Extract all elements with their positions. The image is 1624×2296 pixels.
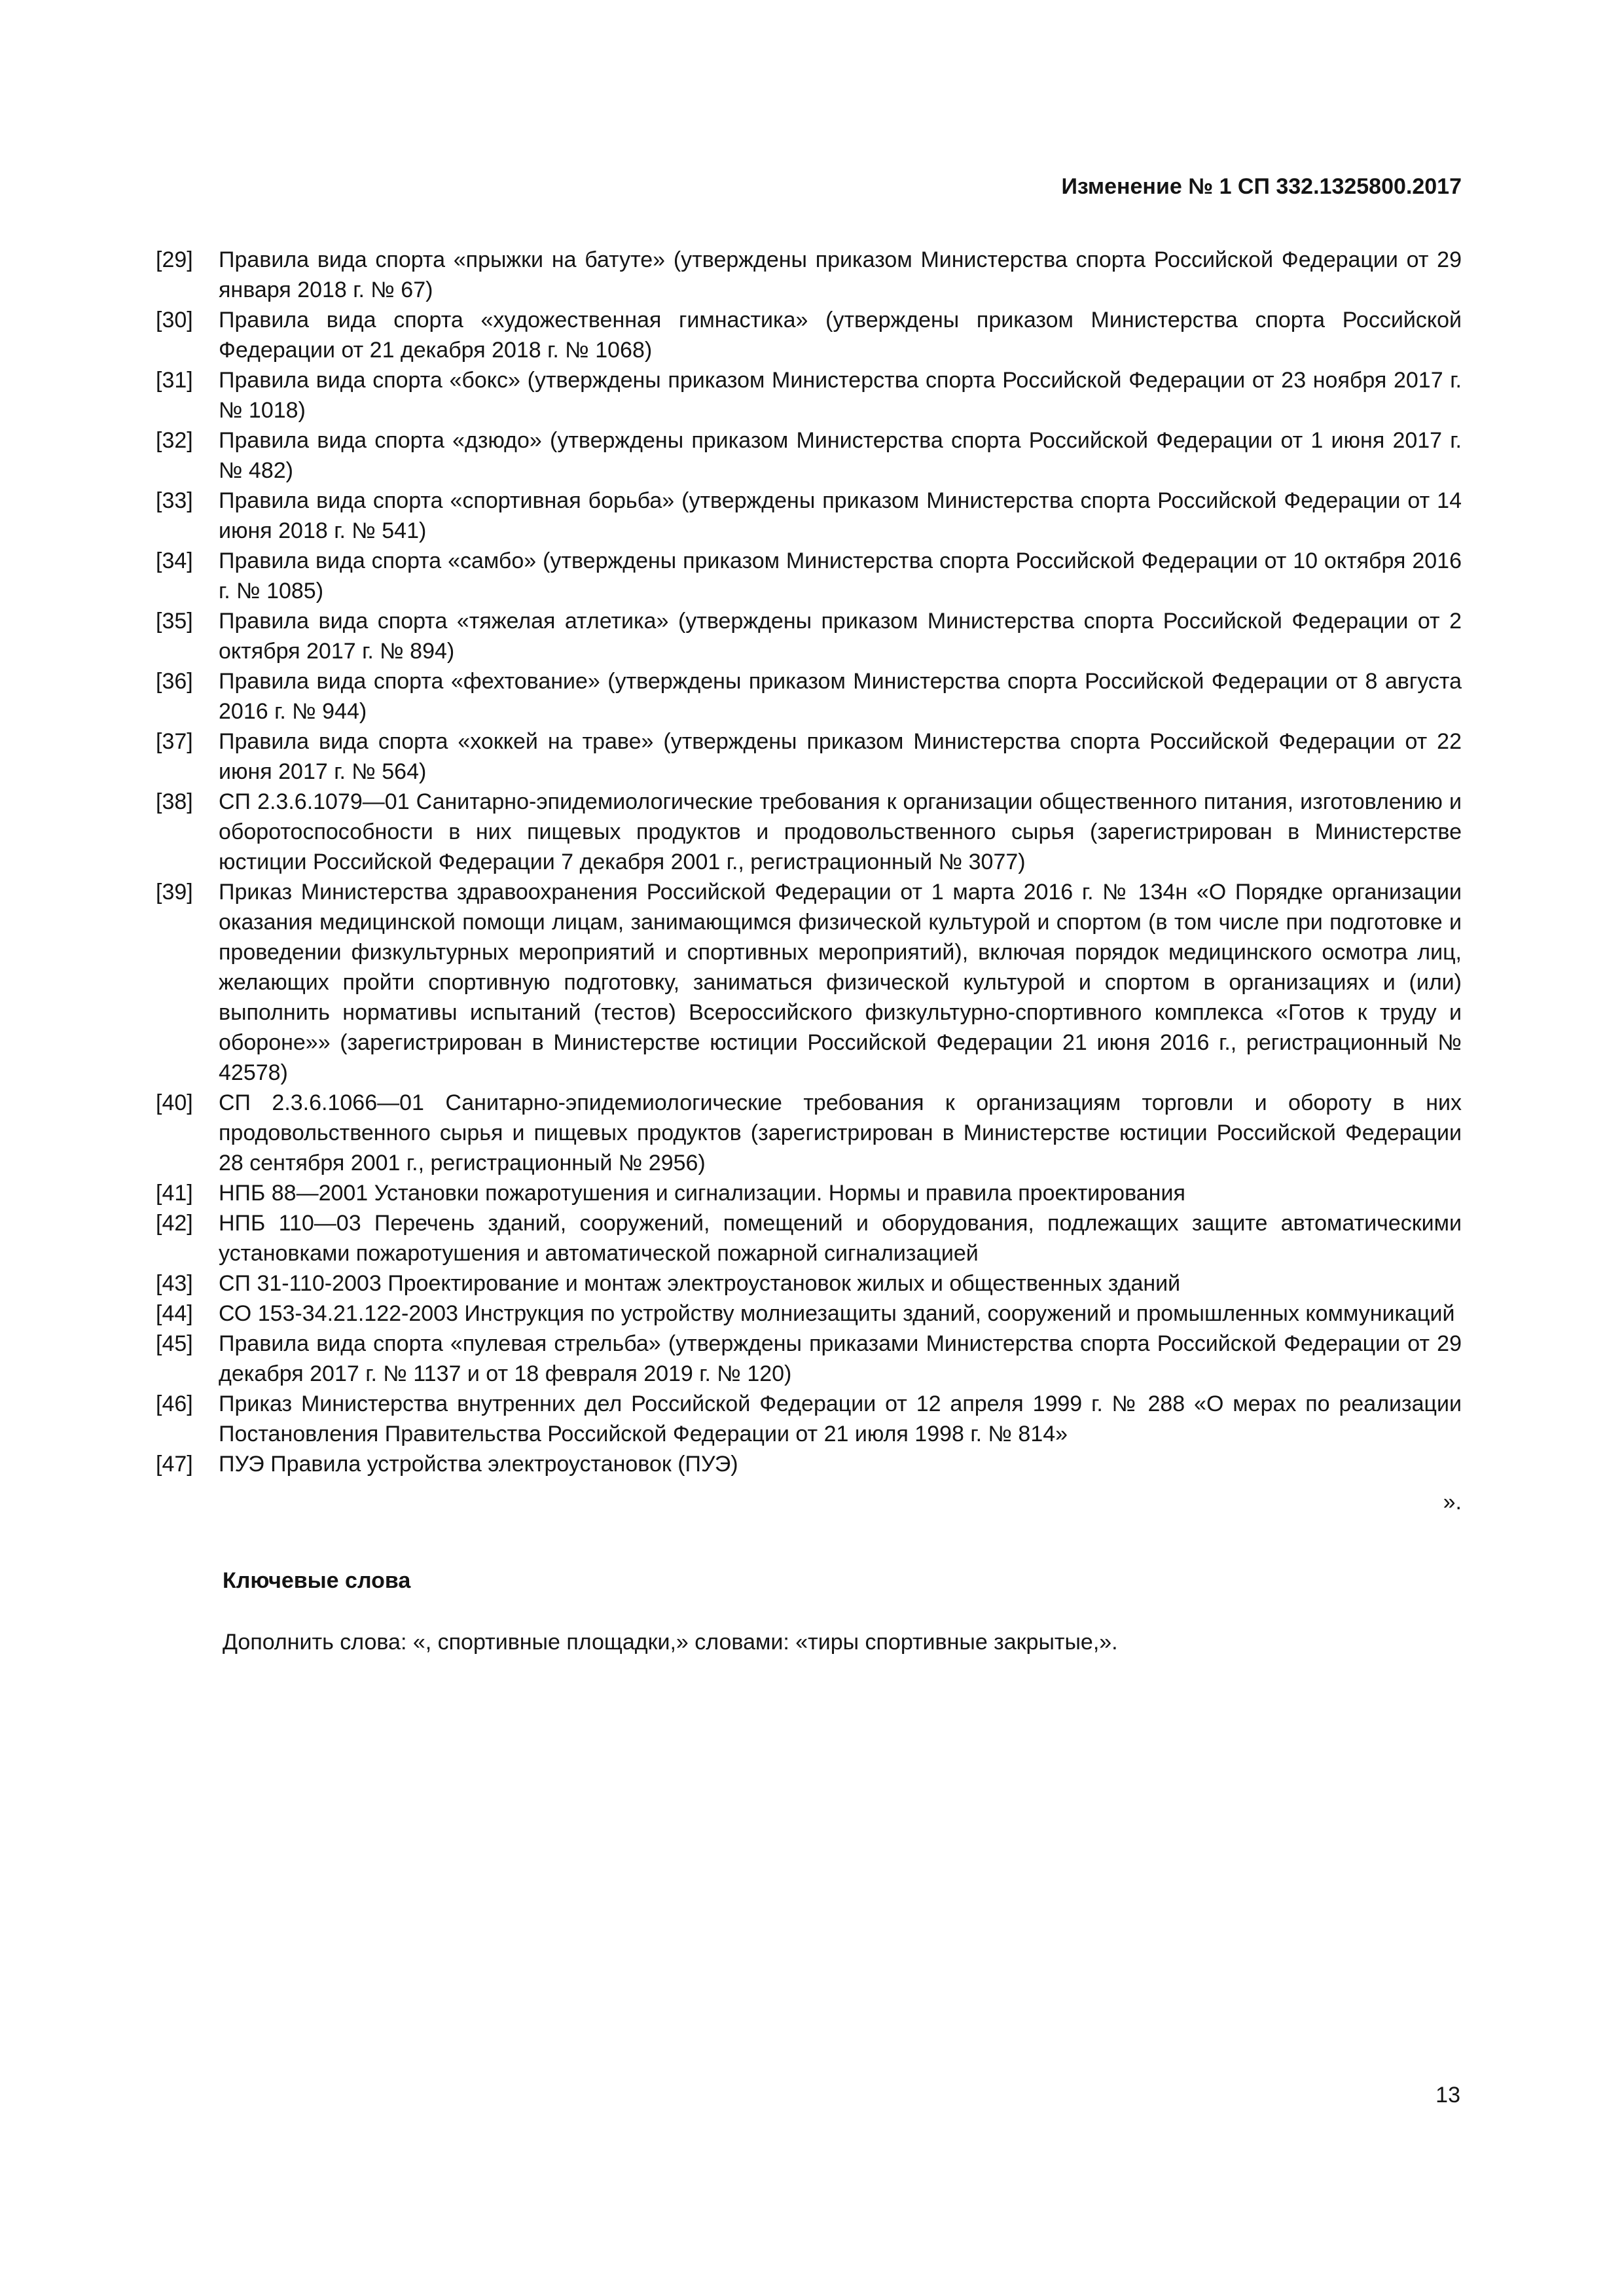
reference-text: Правила вида спорта «бокс» (утверждены приказом Министерства спорта Российской Федерации от 23 ноября 2017 г. № 1018) [219, 368, 1462, 423]
reference-item [156, 1299, 1462, 1329]
reference-number: [47] [156, 1452, 193, 1477]
reference-text: ПУЭ Правила устройства электроустановок (ПУЭ) [219, 1452, 738, 1477]
reference-number: [33] [156, 488, 193, 513]
reference-text: Правила вида спорта «художественная гимнастика» (утверждены приказом Министерства спорта Российской Федерации от 21 декабря 2018 г. № 1068) [219, 308, 1462, 363]
reference-number: [31] [156, 368, 193, 393]
reference-number: [38] [156, 789, 193, 814]
reference-number: [37] [156, 729, 193, 754]
reference-item [156, 1268, 1462, 1299]
reference-text: Правила вида спорта «пулевая стрельба» (утверждены приказами Министерства спорта Российской Федерации от 29 декабря 2017 г. № 1137 и от 18 февраля 2019 г. № 120) [219, 1331, 1462, 1386]
keywords-heading: Ключевые слова [223, 1568, 411, 1593]
keywords-body-text: Дополнить слова: «, спортивные площадки,» словами: «тиры спортивные закрытые,». [223, 1630, 1118, 1655]
closing-quote-mark: ». [1443, 1490, 1462, 1515]
reference-item [156, 1088, 1462, 1178]
reference-number: [34] [156, 548, 193, 573]
reference-number: [29] [156, 247, 193, 272]
reference-text: Правила вида спорта «дзюдо» (утверждены приказом Министерства спорта Российской Федерации от 1 июня 2017 г. № 482) [219, 428, 1462, 483]
reference-text: Приказ Министерства внутренних дел Российской Федерации от 12 апреля 1999 г. № 288 «О мерах по реализации Постановления Правительства Российской Федерации от 21 июля 1998 г. № 814» [219, 1391, 1462, 1446]
reference-item [156, 606, 1462, 666]
reference-text: Правила вида спорта «тяжелая атлетика» (утверждены приказом Министерства спорта Российской Федерации от 2 октября 2017 г. № 894) [219, 609, 1462, 664]
reference-text: СП 31-110-2003 Проектирование и монтаж электроустановок жилых и общественных зданий [219, 1271, 1181, 1296]
reference-item [156, 666, 1462, 726]
reference-item [156, 1329, 1462, 1389]
reference-number: [43] [156, 1271, 193, 1296]
reference-number: [40] [156, 1090, 193, 1115]
document-header-title: Изменение № 1 СП 332.1325800.2017 [1061, 174, 1462, 199]
reference-number: [41] [156, 1181, 193, 1206]
reference-number: [45] [156, 1331, 193, 1356]
reference-text: НПБ 110—03 Перечень зданий, сооружений, помещений и оборудования, подлежащих защите автоматическими установками пожаротушения и автоматической пожарной сигнализацией [219, 1211, 1462, 1266]
reference-item [156, 365, 1462, 425]
reference-item [156, 1178, 1462, 1208]
page-number: 13 [1435, 2083, 1460, 2108]
reference-list [156, 245, 1462, 1479]
page-content [156, 171, 1462, 1657]
reference-text: Правила вида спорта «прыжки на батуте» (утверждены приказом Министерства спорта Российской Федерации от 29 января 2018 г. № 67) [219, 247, 1462, 302]
reference-item [156, 1208, 1462, 1268]
reference-number: [46] [156, 1391, 193, 1416]
reference-text: НПБ 88—2001 Установки пожаротушения и сигнализации. Нормы и правила проектирования [219, 1181, 1185, 1206]
reference-item [156, 1449, 1462, 1479]
reference-number: [44] [156, 1301, 193, 1326]
reference-item [156, 726, 1462, 787]
reference-number: [32] [156, 428, 193, 453]
reference-item [156, 1389, 1462, 1449]
reference-item [156, 425, 1462, 486]
reference-item [156, 245, 1462, 305]
reference-text: Правила вида спорта «самбо» (утверждены приказом Министерства спорта Российской Федерации от 10 октября 2016 г. № 1085) [219, 548, 1462, 603]
reference-text: Приказ Министерства здравоохранения Российской Федерации от 1 марта 2016 г. № 134н «О Порядке организации оказания медицинской помощи лицам, занимающимся физической культурой и спортом (в том числе при подготовке и проведении физкультурных мероприятий и спортивных мероприятий), включая порядок медицинского осмотра лиц, желающих пройти спортивную подготовку, заниматься физической культурой и спортом в организациях и (или) выполнить нормативы испытаний (тестов) Всероссийского физкультурно-спортивного комплекса «Готов к труду и обороне»» (зарегистрирован в Министерстве юстиции Российской Федерации 21 июня 2016 г., регистрационный № 42578) [219, 880, 1462, 1085]
reference-number: [42] [156, 1211, 193, 1236]
reference-number: [30] [156, 308, 193, 332]
reference-number: [36] [156, 669, 193, 694]
reference-item [156, 486, 1462, 546]
reference-text: СП 2.3.6.1066—01 Санитарно-эпидемиологические требования к организациям торговли и обороту в них продовольственного сырья и пищевых продуктов (зарегистрирован в Министерстве юстиции Российской Федерации 28 сентября 2001 г., регистрационный № 2956) [219, 1090, 1462, 1175]
reference-number: [39] [156, 880, 193, 905]
reference-item [156, 787, 1462, 877]
reference-text: СО 153-34.21.122-2003 Инструкция по устройству молниезащиты зданий, сооружений и промышленных коммуникаций [219, 1301, 1455, 1326]
reference-number: [35] [156, 609, 193, 634]
reference-text: СП 2.3.6.1079—01 Санитарно-эпидемиологические требования к организации общественного питания, изготовлению и оборотоспособности в них пищевых продуктов и продовольственного сырья (зарегистрирован в Министерстве юстиции Российской Федерации 7 декабря 2001 г., регистрационный № 3077) [219, 789, 1462, 874]
reference-text: Правила вида спорта «спортивная борьба» (утверждены приказом Министерства спорта Российской Федерации от 14 июня 2018 г. № 541) [219, 488, 1462, 543]
reference-text: Правила вида спорта «хоккей на траве» (утверждены приказом Министерства спорта Российской Федерации от 22 июня 2017 г. № 564) [219, 729, 1462, 784]
reference-item [156, 546, 1462, 606]
reference-item [156, 877, 1462, 1088]
reference-item [156, 305, 1462, 365]
reference-text: Правила вида спорта «фехтование» (утверждены приказом Министерства спорта Российской Федерации от 8 августа 2016 г. № 944) [219, 669, 1462, 724]
